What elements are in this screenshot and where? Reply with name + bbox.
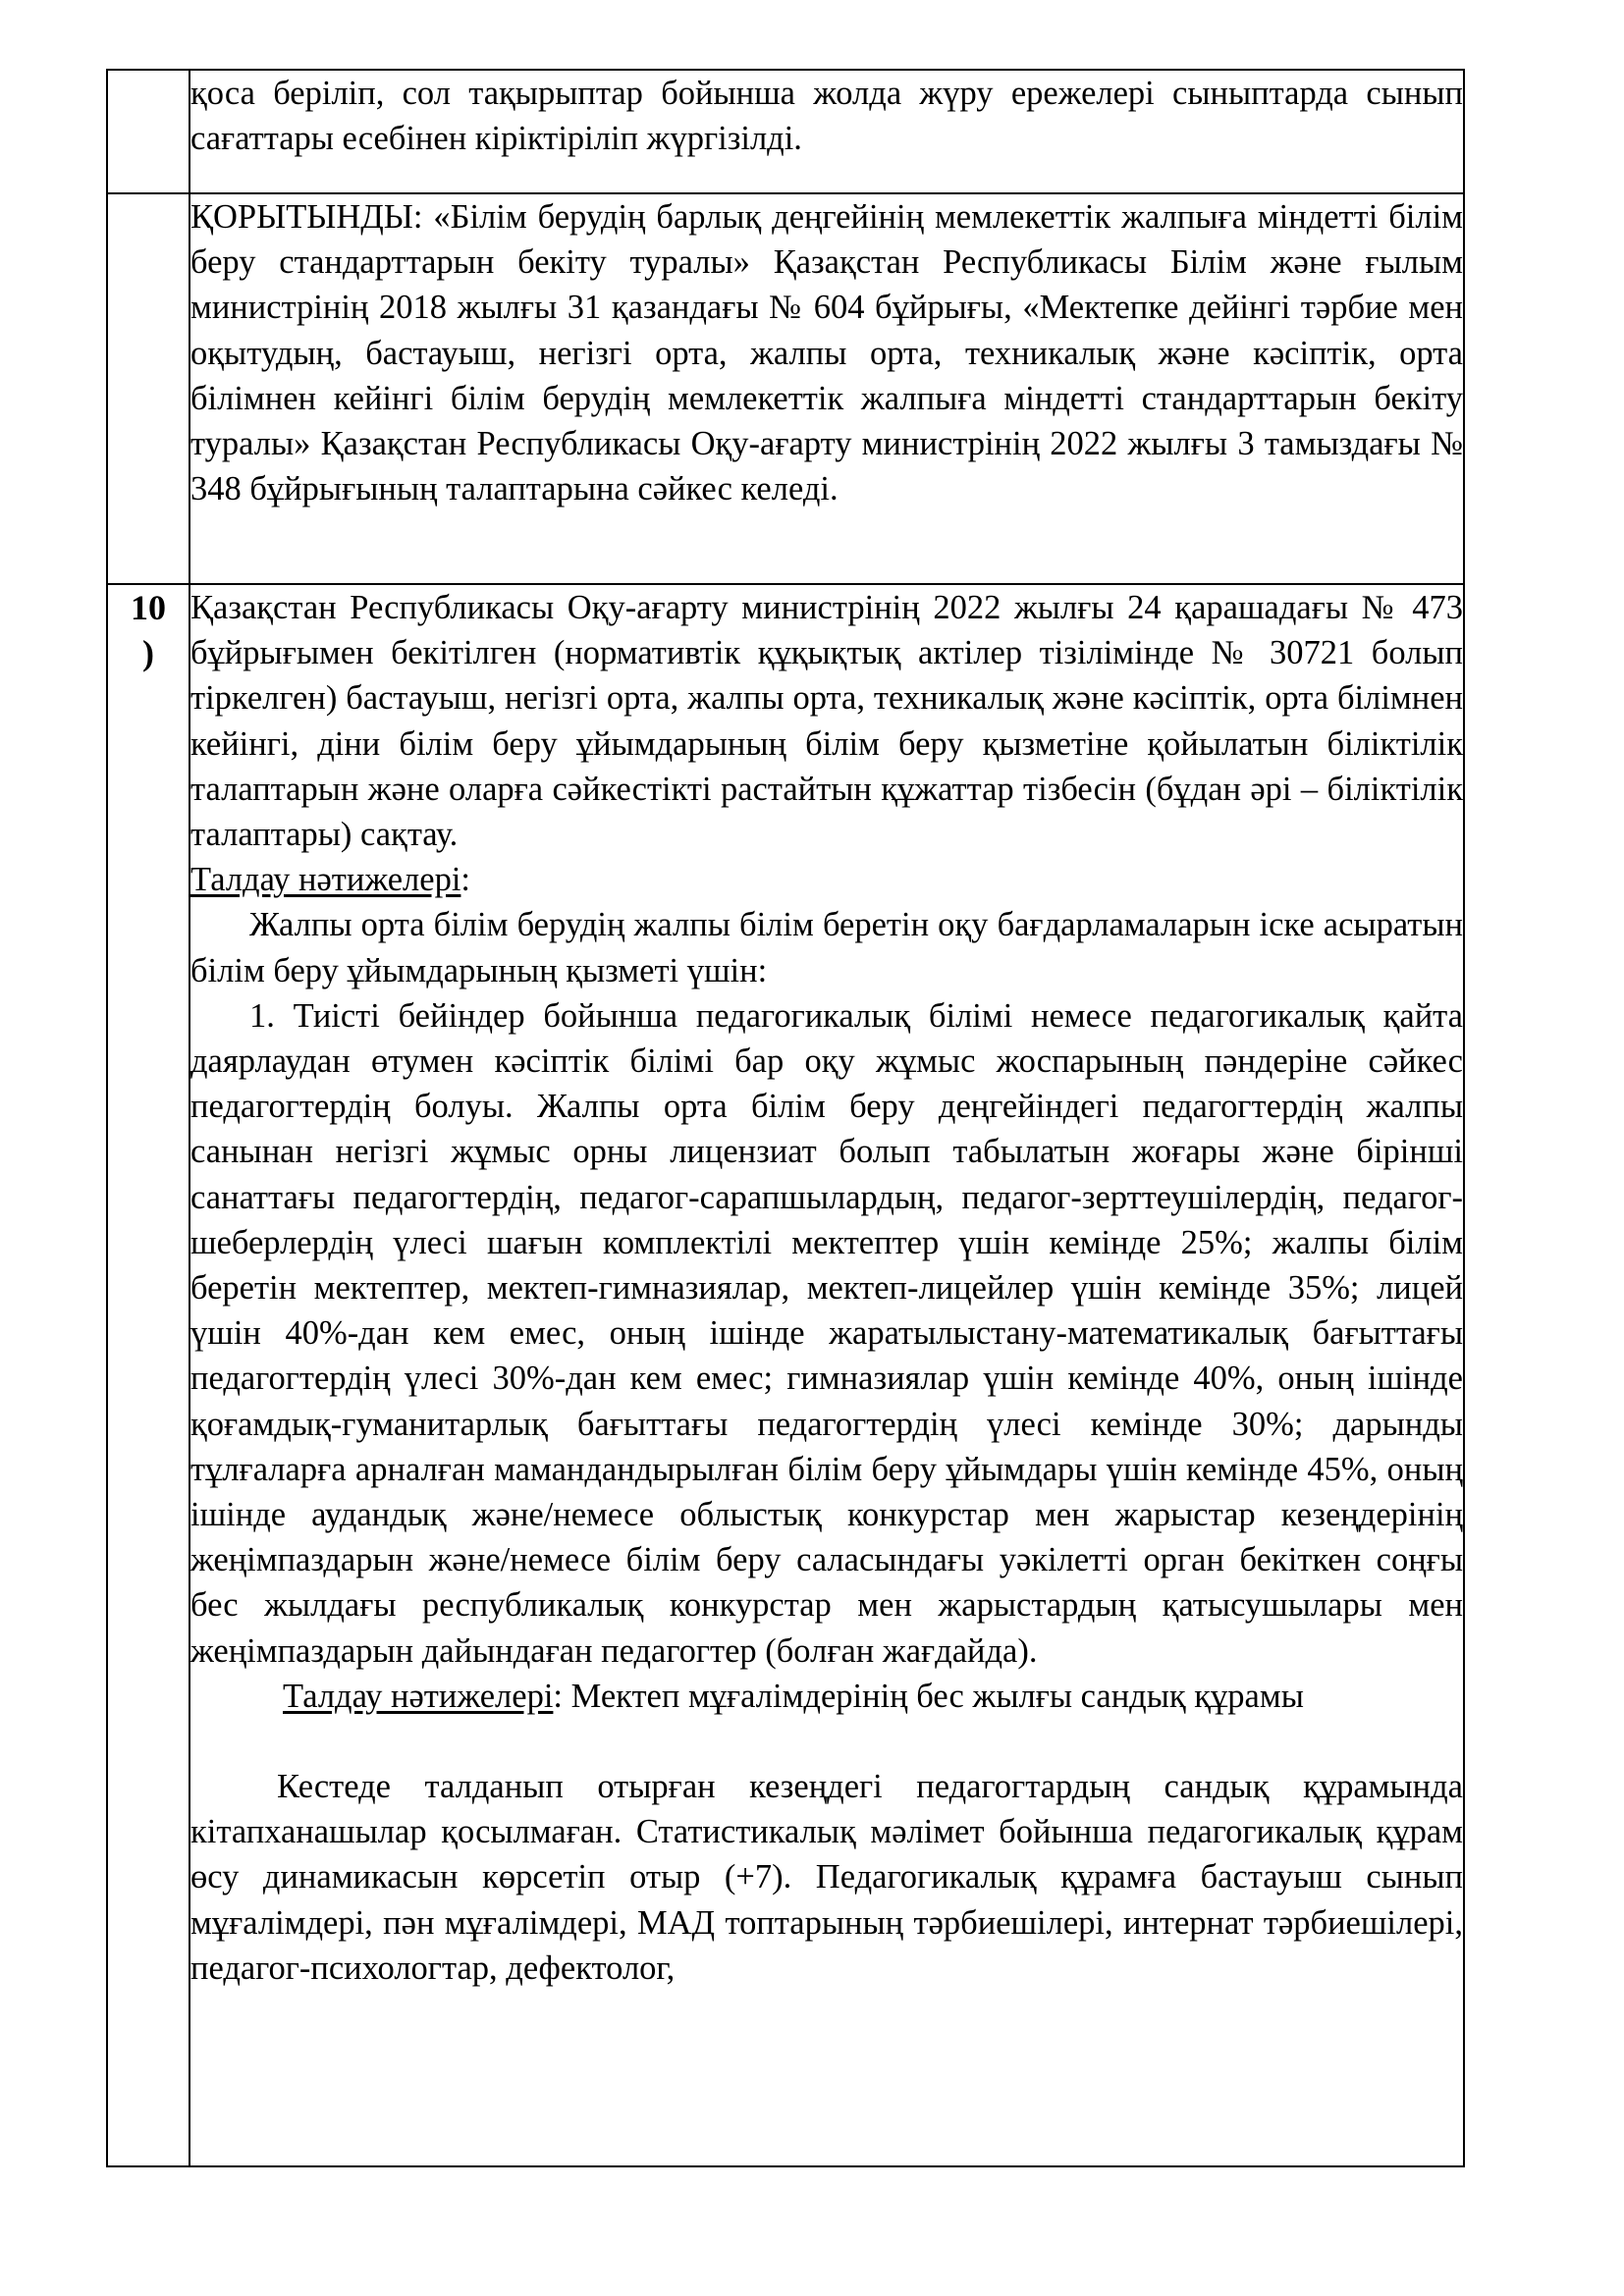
results-label: Талдау нәтижелері — [190, 861, 461, 899]
table-row — [107, 70, 1464, 193]
table-row — [107, 193, 1464, 584]
results-heading: Талдау нәтижелері: — [190, 861, 471, 899]
table-row — [107, 584, 1464, 2166]
table-note-paragraph: Кестеде талданып отырған кезеңдегі педагогтардың сандық құрамында кітапханашылар қосылмаған. Статистикалық мәлімет бойынша педагогикалық құрам өсу динамикасын көрсетіп отыр (+7). Педагогикалық құрамға бастауыш сынып мұғалімдері, пән мұғалімдері, МАД топтарының тәрбиешілері, интернат тәрбиешілері, педагог-психологтар, дефектолог, — [190, 1768, 1463, 1987]
row-number-paren: ) — [142, 633, 154, 672]
item-1-paragraph: 1. Тиісті бейіндер бойынша педагогикалық білімі немесе педагогикалық қайта даярлаудан өтумен кәсіптік білімі бар оқу жұмыс жоспарының пәндеріне сәйкес педагогтердің болуы. Жалпы орта білім беру деңгейіндегі педагогтердің жалпы санынан негізгі жұмыс орны лицензиат болып табылатын жоғары және бірінші санаттағы педагогтердің, педагог-сарапшылардың, педагог-зерттеушілердің, педагог-шеберлердің үлесі шағын комплектілі мектептер үшін кемінде 25%; жалпы білім беретін мектептер, мектеп-гимназиялар, мектеп-лицейлер үшін кемінде 35%; лицей үшін 40%-дан кем емес, оның ішінде жаратылыстану-математикалық бағыттағы педагогтердің үлесі 30%-дан кем емес; гимназиялар үшін кемінде 40%, оның ішінде қоғамдық-гуманитарлық бағыттағы педагогтердің үлесі кемінде 30%; дарынды тұлғаларға арналған мамандандырылған білім беру ұйымдары үшін кемінде 45%, оның ішінде аудандық және/немесе облыстық конкурстар мен жарыстар кезеңдерінің жеңімпаздарын және/немесе білім беру саласындағы уәкілетті орган бекіткен соңғы бес жылдағы республикалық конкурстар мен жарыстардың қатысушылары мен жеңімпаздарын дайындаған педагогтер (болған жағдайда). — [190, 996, 1463, 1670]
requirement-paragraph: Қазақстан Республикасы Оқу-ағарту министрінің 2022 жылғы 24 қарашадағы № 473 бұйрығымен бекітілген (нормативтік құқықтық актілер тізілімінде № 30721 болып тіркелген) бастауыш, негізгі орта, жалпы орта, техникалық және кәсіптік, орта білімнен кейінгі, діни білім беру ұйымдарының білім беру қызметіне қойылатын біліктілік талаптарын және оларға сәйкестікті растайтын құжаттар тізбесін (бұдан әрі – біліктілік талаптары) сақтау. — [190, 589, 1463, 854]
inspection-table — [106, 69, 1465, 2167]
paragraph: қоса беріліп, сол тақырыптар бойынша жолда жүру ережелері сыныптарда сынып сағаттары есебінен кіріктіріліп жүргізілді. — [190, 75, 1463, 158]
results-table-heading: Талдау нәтижелері: Мектеп мұғалімдерінің бес жылғы сандық құрамы — [283, 1677, 1304, 1715]
row-number: 10 — [131, 588, 166, 627]
row-content-cell — [189, 584, 1464, 2166]
row-content-cell — [189, 70, 1464, 193]
row-number-cell — [107, 584, 189, 2166]
row-number-cell — [107, 70, 189, 193]
row-number-cell — [107, 193, 189, 584]
conclusion-paragraph: ҚОРЫТЫНДЫ: «Білім берудің барлық деңгейінің мемлекеттік жалпыға міндетті білім беру стандарттарын бекіту туралы» Қазақстан Республикасы Білім және ғылым министрінің 2018 жылғы 31 қазандағы № 604 бұйрығы, «Мектепке дейінгі тәрбие мен оқытудың, бастауыш, негізгі орта, жалпы орта, техникалық және кәсіптік, орта білімнен кейінгі білім берудің мемлекеттік жалпыға міндетті стандарттарын бекіту туралы» Қазақстан Республикасы Оқу-ағарту министрінің 2022 жылғы 3 тамыздағы № 348 бұйрығының талаптарына сәйкес келеді. — [190, 198, 1463, 508]
row-content-cell — [189, 193, 1464, 584]
results-label: Талдау нәтижелері — [283, 1677, 554, 1715]
general-paragraph: Жалпы орта білім берудің жалпы білім беретін оқу бағдарламаларын іске асыратын білім беру ұйымдарының қызметі үшін: — [190, 906, 1463, 989]
blank-line — [190, 1719, 1463, 1764]
